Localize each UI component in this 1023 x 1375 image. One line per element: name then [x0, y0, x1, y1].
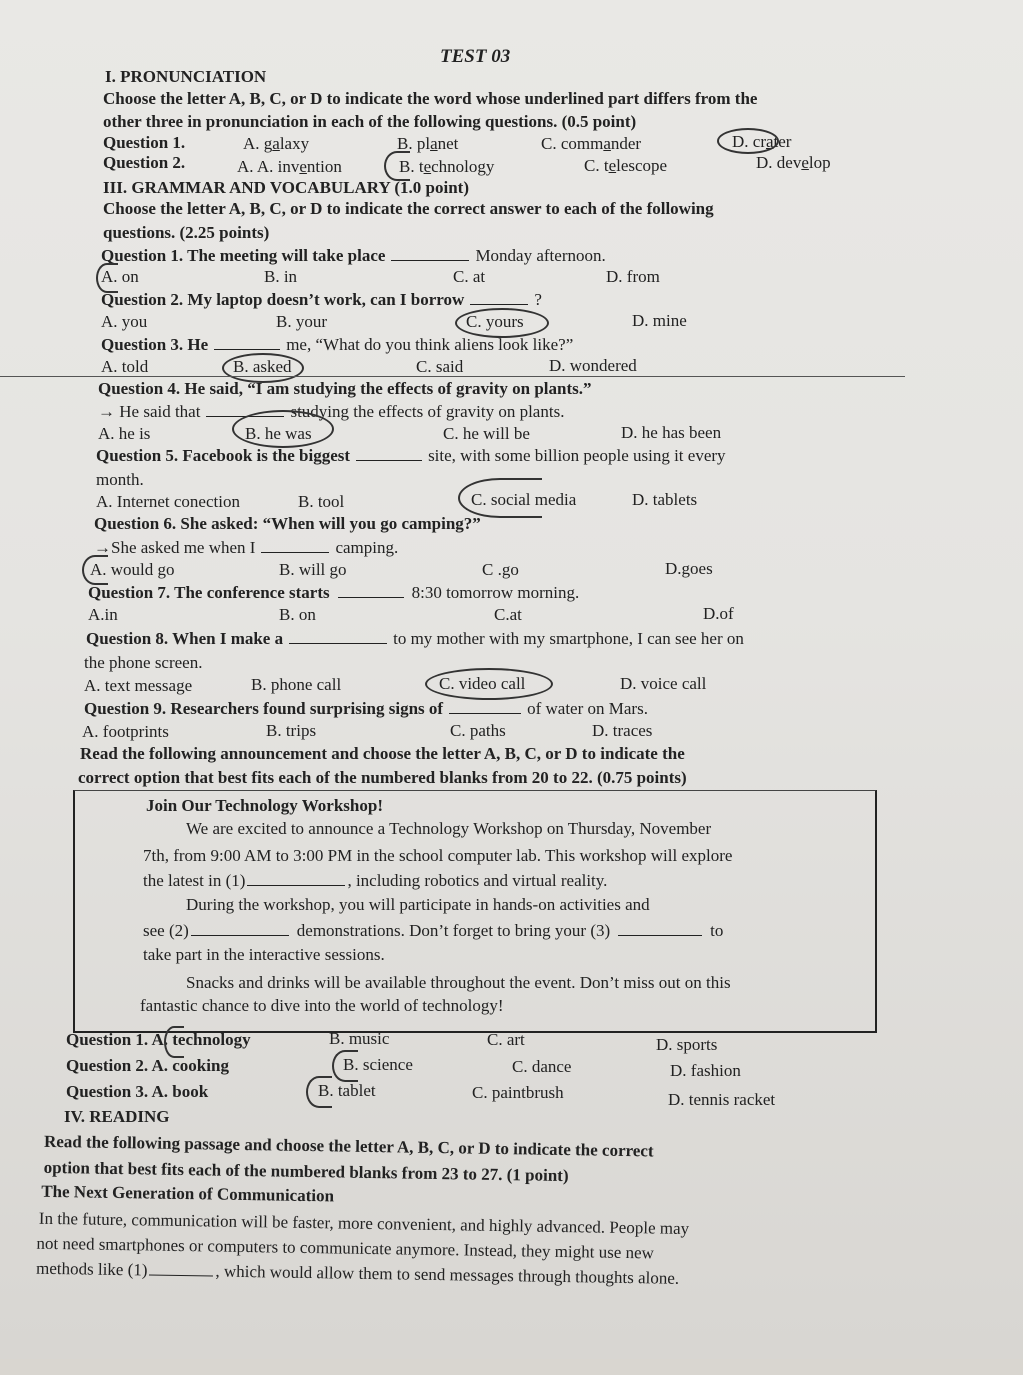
announcement-instruction-1: Read the following announcement and choose the letter A, B, C, or D to indicate the	[80, 744, 685, 763]
grammar-q2-stem: Question 2. My laptop doesn’t work, can I borrow ?	[101, 290, 542, 309]
grammar-q7-option-a[interactable]: A.in	[88, 605, 118, 624]
grammar-q1-option-d[interactable]: D. from	[606, 267, 660, 286]
grammar-q9-stem: Question 9. Researchers found surprising signs of of water on Mars.	[84, 699, 648, 718]
pron-q1-option-c[interactable]: C. commander	[541, 134, 642, 153]
grammar-q3-option-d[interactable]: D. wondered	[549, 356, 637, 375]
announce-q3-option-c[interactable]: C. paintbrush	[472, 1083, 564, 1102]
grammar-q6-substem: →She asked me when I camping.	[94, 538, 399, 557]
grammar-q2-option-c[interactable]: C. yours	[466, 312, 524, 331]
grammar-q6-option-d[interactable]: D.goes	[665, 559, 713, 578]
section-reading-heading: IV. READING	[64, 1107, 170, 1126]
announcement-title: Join Our Technology Workshop!	[146, 796, 383, 815]
pron-q1-option-a[interactable]: A. galaxy	[243, 134, 310, 153]
pron-q1-option-b[interactable]: B. planet	[397, 134, 459, 153]
grammar-q9-option-a[interactable]: A. footprints	[82, 722, 169, 741]
passage-line-2: not need smartphones or computers to communicate anymore. Instead, they might use new	[36, 1233, 655, 1263]
grammar-q1-stem: Question 1. The meeting will take place Monday afternoon.	[101, 246, 606, 265]
announcement-instruction-2: correct option that best fits each of the numbered blanks from 20 to 22. (0.75 points)	[78, 768, 687, 787]
announce-q3-option-b[interactable]: B. tablet	[318, 1081, 376, 1100]
grammar-q8-option-d[interactable]: D. voice call	[620, 674, 707, 693]
grammar-q4-stem: Question 4. He said, “I am studying the effects of gravity on plants.”	[98, 379, 592, 398]
grammar-q6-stem: Question 6. She asked: “When will you go camping?”	[94, 514, 481, 533]
test-title: TEST 03	[440, 46, 511, 67]
pron-q2-option-b[interactable]: B. technology	[399, 157, 495, 176]
grammar-q6-option-c[interactable]: C .go	[482, 560, 519, 579]
announcement-p2-line3: take part in the interactive sessions.	[143, 945, 385, 964]
announce-q2-option-c[interactable]: C. dance	[512, 1057, 572, 1076]
passage-line-1: In the future, communication will be faster, more convenient, and highly advanced. People may	[38, 1208, 690, 1238]
grammar-instruction-1: Choose the letter A, B, C, or D to indicate the correct answer to each of the following	[103, 199, 714, 218]
pron-q1-label: Question 1.	[103, 133, 186, 152]
grammar-q4-option-c[interactable]: C. he will be	[443, 424, 530, 443]
grammar-q8-option-c[interactable]: C. video call	[439, 674, 526, 693]
grammar-q2-option-b[interactable]: B. your	[276, 312, 327, 331]
grammar-q9-option-c[interactable]: C. paths	[450, 721, 506, 740]
grammar-q1-option-b[interactable]: B. in	[264, 267, 298, 286]
announce-q2-option-d[interactable]: D. fashion	[670, 1061, 741, 1080]
section-grammar-heading: III. GRAMMAR AND VOCABULARY (1.0 point)	[103, 178, 469, 197]
announce-q3-option-d[interactable]: D. tennis racket	[668, 1090, 776, 1109]
grammar-q4-option-a[interactable]: A. he is	[98, 424, 151, 443]
grammar-q7-option-c[interactable]: C.at	[494, 605, 522, 624]
grammar-q2-option-d[interactable]: D. mine	[632, 311, 687, 330]
reading-instruction-2: option that best fits each of the numbered blanks from 23 to 27. (1 point)	[43, 1157, 569, 1186]
pron-q2-option-c[interactable]: C. telescope	[584, 156, 668, 175]
grammar-q1-option-c[interactable]: C. at	[453, 267, 486, 286]
grammar-q9-option-b[interactable]: B. trips	[266, 721, 317, 740]
grammar-q4-option-d[interactable]: D. he has been	[621, 423, 722, 442]
pron-q2-option-d[interactable]: D. develop	[756, 153, 831, 172]
pron-q2-label: Question 2.	[103, 153, 186, 172]
announce-q1-option-b[interactable]: B. music	[329, 1029, 390, 1048]
announce-q1-option-c[interactable]: C. art	[487, 1030, 525, 1049]
grammar-q1-option-a[interactable]: A. on	[101, 267, 139, 286]
grammar-q4-substem: → He said that studying the effects of gravity on plants.	[98, 402, 565, 421]
announcement-p1-line3: the latest in (1) , including robotics and virtual reality.	[143, 871, 608, 890]
grammar-q8-stem: Question 8. When I make a to my mother with my smartphone, I can see her on	[86, 629, 744, 648]
announce-q3-option-a[interactable]: Question 3. A. book	[66, 1082, 209, 1101]
grammar-q7-option-b[interactable]: B. on	[279, 605, 316, 624]
grammar-q3-stem: Question 3. He me, “What do you think aliens look like?”	[101, 335, 574, 354]
grammar-q5-stem: Question 5. Facebook is the biggest site, with some billion people using it every	[96, 446, 726, 465]
grammar-q5-option-d[interactable]: D. tablets	[632, 490, 698, 509]
grammar-q3-option-a[interactable]: A. told	[101, 357, 149, 376]
grammar-q5-stem-cont: month.	[96, 470, 144, 489]
pronunciation-instruction-2: other three in pronunciation in each of the following questions. (0.5 point)	[103, 112, 637, 131]
grammar-q8-stem-cont: the phone screen.	[84, 653, 203, 672]
announcement-p1-line2: 7th, from 9:00 AM to 3:00 PM in the school computer lab. This workshop will explore	[143, 846, 733, 865]
announce-q2-option-b[interactable]: B. science	[343, 1055, 413, 1074]
announcement-p2-line1: During the workshop, you will participate in hands-on activities and	[186, 895, 650, 914]
grammar-q4-option-b[interactable]: B. he was	[245, 424, 312, 443]
announcement-p3-line2: fantastic chance to dive into the world of technology!	[140, 996, 504, 1015]
passage-title: The Next Generation of Communication	[41, 1181, 335, 1206]
section-pronunciation-heading: I. PRONUNCIATION	[105, 67, 267, 86]
grammar-q8-option-a[interactable]: A. text message	[84, 676, 193, 695]
grammar-q5-option-b[interactable]: B. tool	[298, 492, 345, 511]
grammar-q6-option-b[interactable]: B. will go	[279, 560, 347, 579]
grammar-q7-stem: Question 7. The conference starts 8:30 tomorrow morning.	[88, 583, 580, 602]
announcement-p1-line1: We are excited to announce a Technology Workshop on Thursday, November	[186, 819, 712, 838]
grammar-q3-option-b[interactable]: B. asked	[233, 357, 292, 376]
announce-q1-option-a[interactable]: Question 1. A. technology	[66, 1030, 251, 1049]
pronunciation-instruction-1: Choose the letter A, B, C, or D to indicate the word whose underlined part differs from the	[103, 89, 758, 108]
pron-q1-option-d[interactable]: D. crater	[732, 132, 792, 151]
grammar-q2-option-a[interactable]: A. you	[101, 312, 148, 331]
grammar-q5-option-a[interactable]: A. Internet conection	[96, 492, 240, 511]
announcement-p2-line2: see (2) demonstrations. Don’t forget to bring your (3) to	[143, 921, 724, 940]
announce-q2-option-a[interactable]: Question 2. A. cooking	[66, 1056, 229, 1075]
passage-line-3: methods like (1) , which would allow them to send messages through thoughts alone.	[35, 1258, 680, 1288]
reading-instruction-1: Read the following passage and choose the letter A, B, C, or D to indicate the correct	[43, 1131, 654, 1161]
pron-q2-option-a[interactable]: A. A. invention	[237, 157, 342, 176]
grammar-q7-option-d[interactable]: D.of	[703, 604, 734, 623]
grammar-q3-option-c[interactable]: C. said	[416, 357, 464, 376]
grammar-q9-option-d[interactable]: D. traces	[592, 721, 653, 740]
grammar-q8-option-b[interactable]: B. phone call	[251, 675, 342, 694]
grammar-q5-option-c[interactable]: C. social media	[471, 490, 577, 509]
grammar-q6-option-a[interactable]: A. would go	[90, 560, 175, 579]
announce-q1-option-d[interactable]: D. sports	[656, 1035, 718, 1054]
grammar-instruction-2: questions. (2.25 points)	[103, 223, 270, 242]
announcement-p3-line1: Snacks and drinks will be available throughout the event. Don’t miss out on this	[186, 973, 731, 992]
